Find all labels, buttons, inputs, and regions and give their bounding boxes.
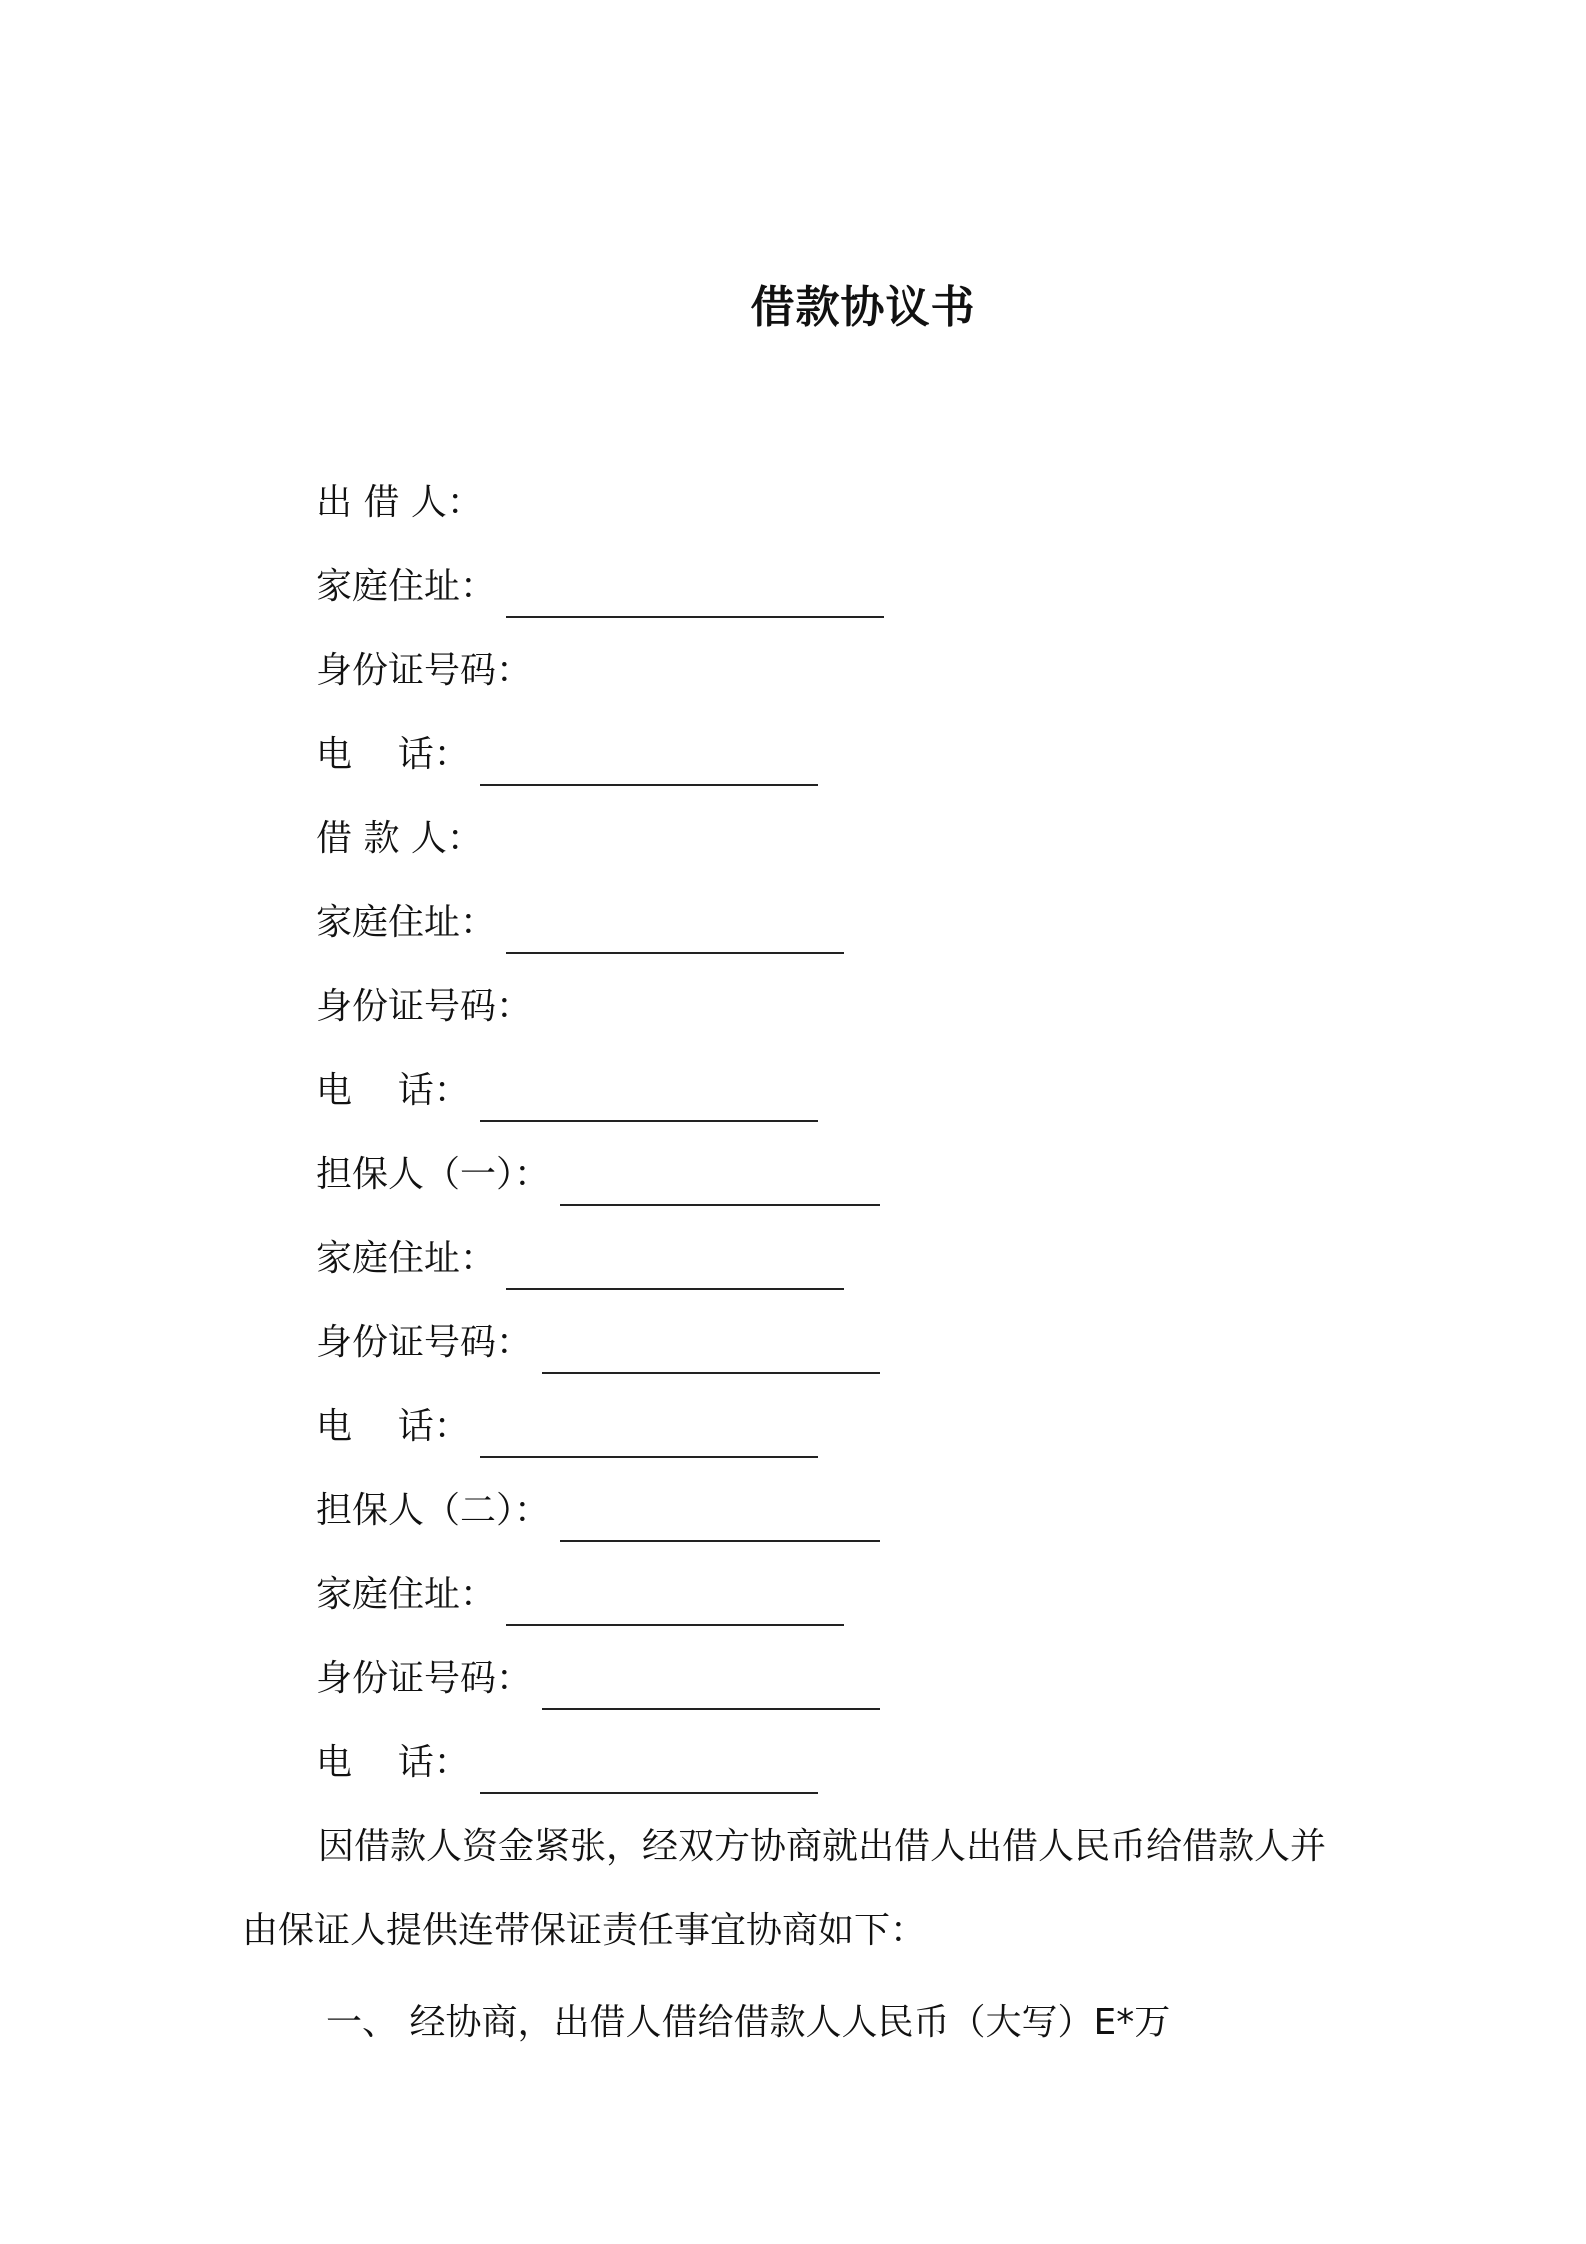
- guarantor1-address-label: 家庭住址：: [316, 1238, 497, 1279]
- guarantor2-address-blank[interactable]: [506, 1624, 844, 1626]
- borrower-address-label: 家庭住址：: [316, 902, 497, 943]
- guarantor2-id-label: 身份证号码：: [316, 1658, 533, 1699]
- guarantor1-id-field: [316, 1312, 880, 1368]
- lender-id-field: [316, 640, 532, 696]
- borrower-id-label: 身份证号码：: [316, 986, 533, 1027]
- guarantor2-address-label: 家庭住址：: [316, 1574, 497, 1615]
- guarantor1-id-blank[interactable]: [542, 1372, 880, 1374]
- lender-name-label: 出 借 人：: [316, 482, 483, 523]
- clause-1: 一、 经协商，出借人借给借款人人民币（大写）E*万: [326, 2002, 1171, 2043]
- borrower-phone-field: [316, 1060, 818, 1116]
- borrower-name-field: [316, 808, 483, 864]
- borrower-address-field: [316, 892, 844, 948]
- guarantor2-name-field: [316, 1480, 880, 1536]
- lender-phone-blank[interactable]: [480, 784, 818, 786]
- guarantor2-address-field: [316, 1564, 844, 1620]
- lender-address-blank[interactable]: [506, 616, 884, 618]
- guarantor2-id-blank[interactable]: [542, 1708, 880, 1710]
- borrower-phone-blank[interactable]: [480, 1120, 818, 1122]
- lender-phone-label: 电 话：: [316, 734, 470, 775]
- guarantor2-name-label: 担保人（二）：: [316, 1490, 551, 1531]
- guarantor2-id-field: [316, 1648, 880, 1704]
- document-title: 借款协议书: [750, 282, 976, 333]
- borrower-name-label: 借 款 人：: [316, 818, 483, 859]
- guarantor1-name-field: [316, 1144, 880, 1200]
- guarantor1-phone-field: [316, 1396, 818, 1452]
- intro-paragraph-line-1: 因借款人资金紧张，经双方协商就出借人出借人民币给借款人并: [318, 1826, 1327, 1867]
- intro-paragraph-line-2: 由保证人提供连带保证责任事宜协商如下：: [242, 1910, 927, 1951]
- guarantor1-id-label: 身份证号码：: [316, 1322, 533, 1363]
- lender-name-field: [316, 472, 483, 528]
- guarantor1-phone-label: 电 话：: [316, 1406, 470, 1447]
- borrower-id-field: [316, 976, 532, 1032]
- borrower-phone-label: 电 话：: [316, 1070, 470, 1111]
- guarantor1-address-field: [316, 1228, 844, 1284]
- guarantor1-name-label: 担保人（一）：: [316, 1154, 551, 1195]
- lender-id-label: 身份证号码：: [316, 650, 533, 691]
- borrower-address-blank[interactable]: [506, 952, 844, 954]
- guarantor2-name-blank[interactable]: [560, 1540, 880, 1542]
- guarantor2-phone-blank[interactable]: [480, 1792, 818, 1794]
- guarantor2-phone-field: [316, 1732, 818, 1788]
- lender-address-field: [316, 556, 884, 612]
- lender-address-label: 家庭住址：: [316, 566, 497, 607]
- guarantor2-phone-label: 电 话：: [316, 1742, 470, 1783]
- guarantor1-name-blank[interactable]: [560, 1204, 880, 1206]
- guarantor1-address-blank[interactable]: [506, 1288, 844, 1290]
- guarantor1-phone-blank[interactable]: [480, 1456, 818, 1458]
- lender-phone-field: [316, 724, 818, 780]
